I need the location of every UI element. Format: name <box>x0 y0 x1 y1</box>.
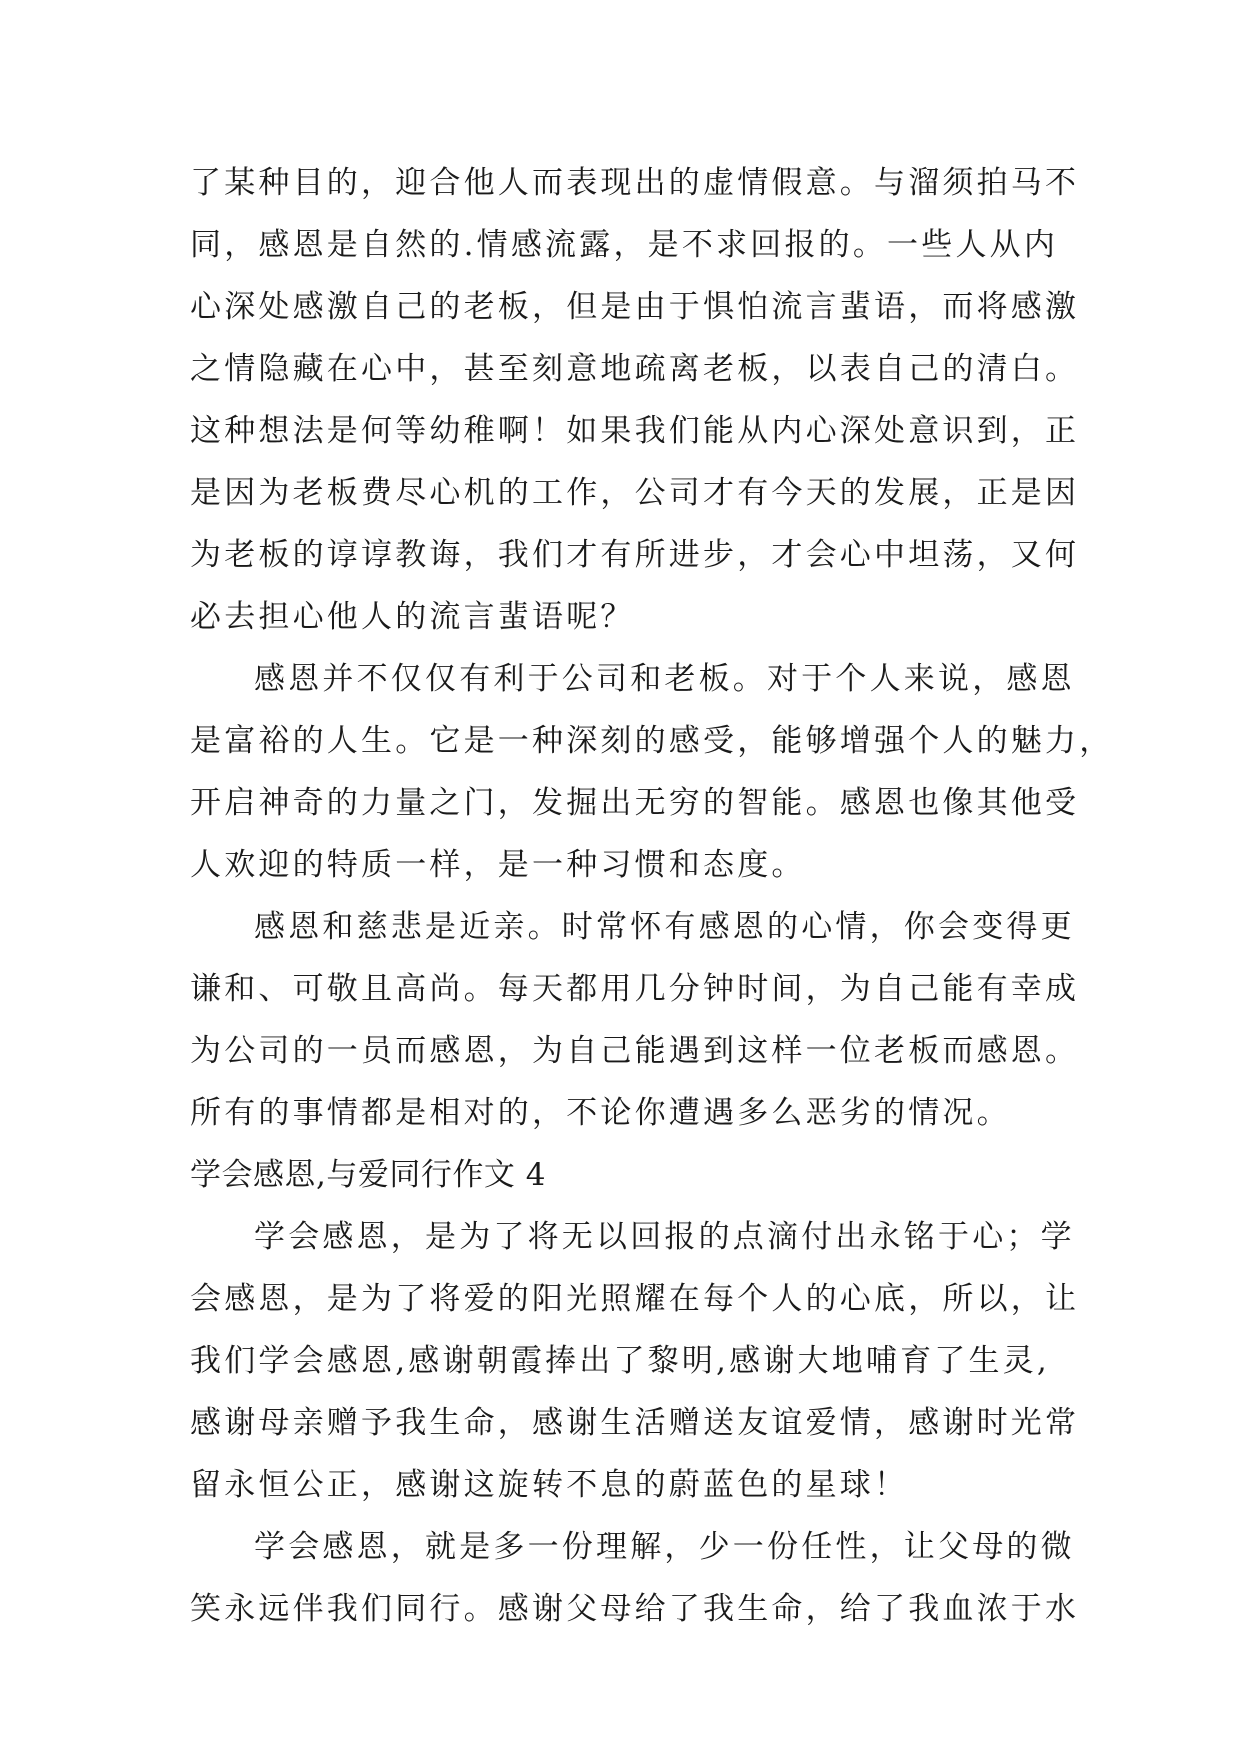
text-line: 开启神奇的力量之门，发掘出无穷的智能。感恩也像其他受 <box>190 785 1080 821</box>
text-line: 同，感恩是自然的.情感流露，是不求回报的。一些人从内 <box>190 227 1059 263</box>
text-line: 这种想法是何等幼稚啊！如果我们能从内心深处意识到，正 <box>190 413 1080 449</box>
text-line: 人欢迎的特质一样，是一种习惯和态度。 <box>190 847 806 883</box>
text-line: 了某种目的，迎合他人而表现出的虚情假意。与溜须拍马不 <box>190 165 1080 201</box>
text-line: 留永恒公正，感谢这旋转不息的蔚蓝色的星球！ <box>190 1467 909 1503</box>
section-heading: 学会感恩,与爱同行作文 4 <box>190 1157 546 1193</box>
text-line: 会感恩，是为了将爱的阳光照耀在每个人的心底，所以，让 <box>190 1281 1080 1317</box>
text-line: 感谢母亲赠予我生命，感谢生活赠送友谊爱情，感谢时光常 <box>190 1405 1080 1441</box>
paragraph-first-line: 感恩并不仅仅有利于公司和老板。对于个人来说，感恩 <box>254 661 1075 697</box>
text-line: 所有的事情都是相对的，不论你遭遇多么恶劣的情况。 <box>190 1095 1011 1131</box>
paragraph-first-line: 学会感恩，就是多一份理解，少一份任性，让父母的微 <box>254 1529 1075 1565</box>
paragraph-first-line: 感恩和慈悲是近亲。时常怀有感恩的心情，你会变得更 <box>254 909 1075 945</box>
text-line: 谦和、可敬且高尚。每天都用几分钟时间，为自己能有幸成 <box>190 971 1080 1007</box>
text-line: 为公司的一员而感恩，为自己能遇到这样一位老板而感恩。 <box>190 1033 1080 1069</box>
text-line: 为老板的谆谆教诲，我们才有所进步，才会心中坦荡，又何 <box>190 537 1080 573</box>
text-line: 是富裕的人生。它是一种深刻的感受，能够增强个人的魅力， <box>190 723 1114 759</box>
text-line: 心深处感激自己的老板，但是由于惧怕流言蜚语，而将感激 <box>190 289 1080 325</box>
text-line: 是因为老板费尽心机的工作，公司才有今天的发展，正是因 <box>190 475 1080 511</box>
text-line: 之情隐藏在心中，甚至刻意地疏离老板，以表自己的清白。 <box>190 351 1080 387</box>
text-line: 笑永远伴我们同行。感谢父母给了我生命，给了我血浓于水 <box>190 1591 1080 1627</box>
text-line: 我们学会感恩,感谢朝霞捧出了黎明,感谢大地哺育了生灵, <box>190 1343 1050 1379</box>
paragraph-first-line: 学会感恩，是为了将无以回报的点滴付出永铭于心；学 <box>254 1219 1075 1255</box>
text-line: 必去担心他人的流言蜚语呢？ <box>190 599 635 635</box>
